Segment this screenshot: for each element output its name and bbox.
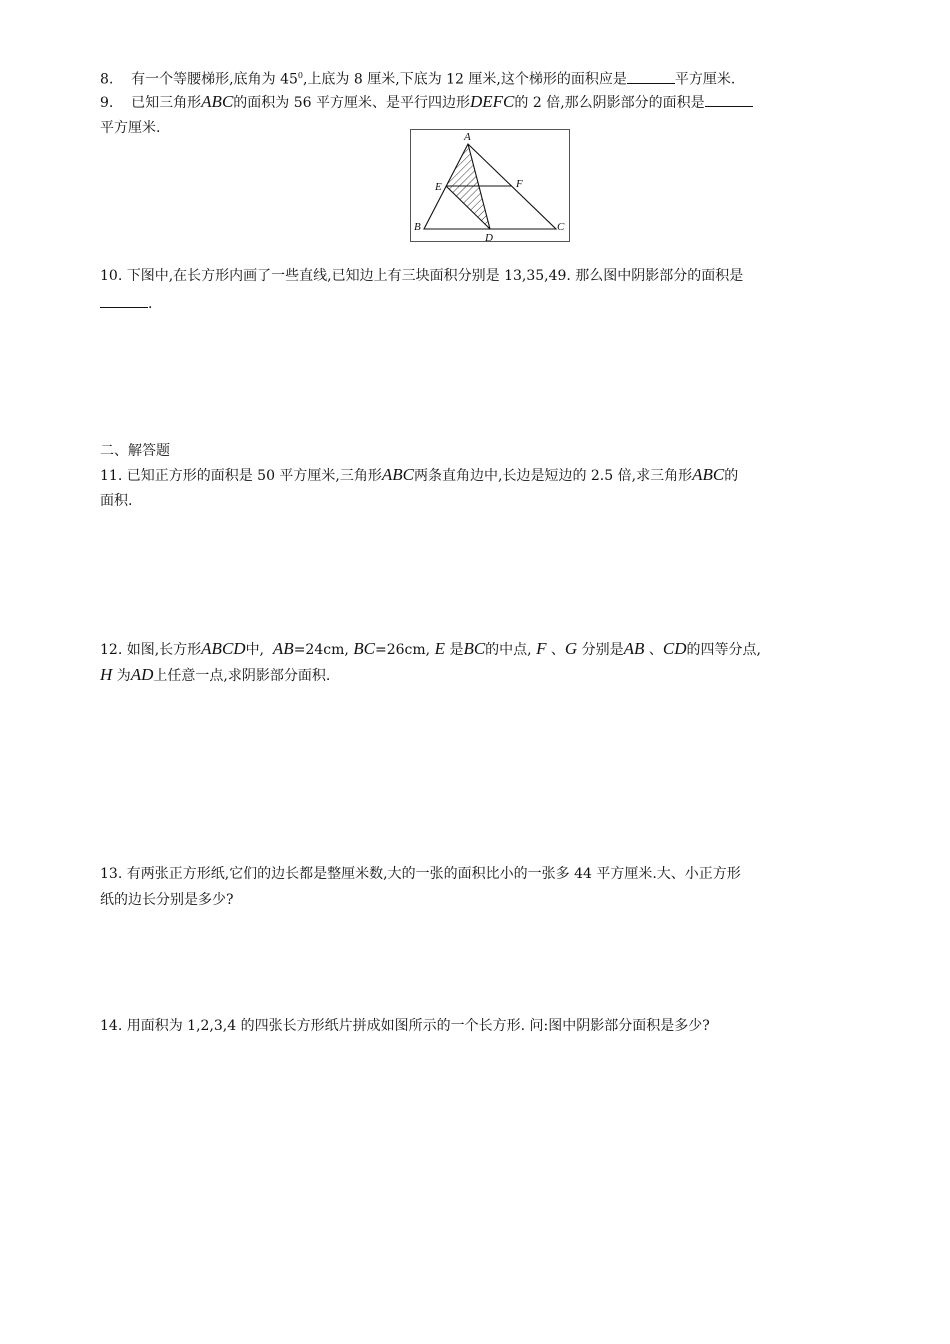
question-12 <box>100 639 761 660</box>
question-9-line-2: 平方厘米. <box>100 120 161 136</box>
math-g: G <box>564 639 578 658</box>
math-abcd: ABCD <box>201 639 246 658</box>
question-text: 已知三角形 <box>131 95 202 111</box>
degree-mark: 0 <box>297 71 303 80</box>
math-bc: BC <box>463 639 486 658</box>
question-text: . <box>148 296 153 312</box>
label-d: D <box>485 232 493 242</box>
question-text: 分别是 <box>581 642 624 658</box>
question-8 <box>100 66 735 90</box>
question-text: 的四等分点, <box>686 642 761 658</box>
question-text: 11. 已知正方形的面积是 50 平方厘米,三角形 <box>100 468 382 484</box>
question-text: 的中点, <box>485 642 532 658</box>
math-cd: CD <box>662 639 687 658</box>
math-h: H <box>100 665 113 684</box>
math-ab: AB <box>623 639 645 658</box>
math-e: E <box>434 639 445 658</box>
math-defc: DEFC <box>470 92 515 111</box>
question-10: 10. 下图中,在长方形内画了一些直线,已知边上有三块面积分别是 13,35,49. 那么图中阴影部分的面积是 <box>100 268 744 284</box>
question-text: 平方厘米. <box>674 71 736 88</box>
question-10-line-2 <box>100 294 152 314</box>
question-text: 的 2 倍,那么阴影部分的面积是 <box>514 95 705 111</box>
question-text: 、 <box>648 642 663 658</box>
label-c: C <box>557 221 565 233</box>
answer-blank <box>705 93 753 107</box>
question-13: 13. 有两张正方形纸,它们的边长都是整厘米数,大的一张的面积比小的一张多 44 平方厘米.大、小正方形 <box>100 866 741 882</box>
question-11-line-2: 面积. <box>100 493 133 509</box>
triangle-diagram <box>410 129 570 242</box>
question-text: =24cm, <box>293 642 349 658</box>
question-text: 两条直角边中,长边是短边的 2.5 倍,求三角形 <box>414 468 693 484</box>
question-14: 14. 用面积为 1,2,3,4 的四张长方形纸片拼成如图所示的一个长方形. 问:图中阴影部分面积是多少? <box>100 1018 710 1034</box>
question-text: 的面积为 56 平方厘米、是平行四边形 <box>233 95 470 111</box>
math-ad: AD <box>130 665 154 684</box>
question-13-line-2: 纸的边长分别是多少? <box>100 892 234 908</box>
label-b: B <box>414 221 421 233</box>
label-f: F <box>516 178 523 190</box>
math-bc: BC <box>353 639 376 658</box>
math-ab: AB <box>272 639 294 658</box>
section-heading: 二、解答题 <box>100 443 170 459</box>
math-abc: ABC <box>381 465 414 484</box>
answer-blank <box>627 70 675 84</box>
question-12-line-2 <box>100 665 330 686</box>
question-text: 有一个等腰梯形,底角为 45 <box>131 71 298 88</box>
question-text: =26cm, <box>375 642 431 658</box>
question-text: ,上底为 8 厘米,下底为 12 厘米,这个梯形的面积应是 <box>302 71 627 88</box>
math-abc: ABC <box>692 465 725 484</box>
answer-blank <box>100 294 148 308</box>
triangle-figure <box>410 129 570 242</box>
question-text: 为 <box>116 668 131 684</box>
question-number: 9. <box>100 95 114 111</box>
math-f: F <box>536 639 547 658</box>
question-text: 的 <box>724 468 739 484</box>
question-text: 、 <box>550 642 565 658</box>
math-abc: ABC <box>201 92 234 111</box>
question-9 <box>100 92 753 113</box>
label-e: E <box>435 181 442 193</box>
question-text: 上任意一点,求阴影部分面积. <box>153 668 331 684</box>
question-text: 中, <box>245 642 265 658</box>
question-number: 8. <box>100 71 114 88</box>
question-text: 是 <box>449 642 464 658</box>
question-text: 12. 如图,长方形 <box>100 642 202 658</box>
question-11 <box>100 465 738 486</box>
label-a: A <box>464 131 471 143</box>
